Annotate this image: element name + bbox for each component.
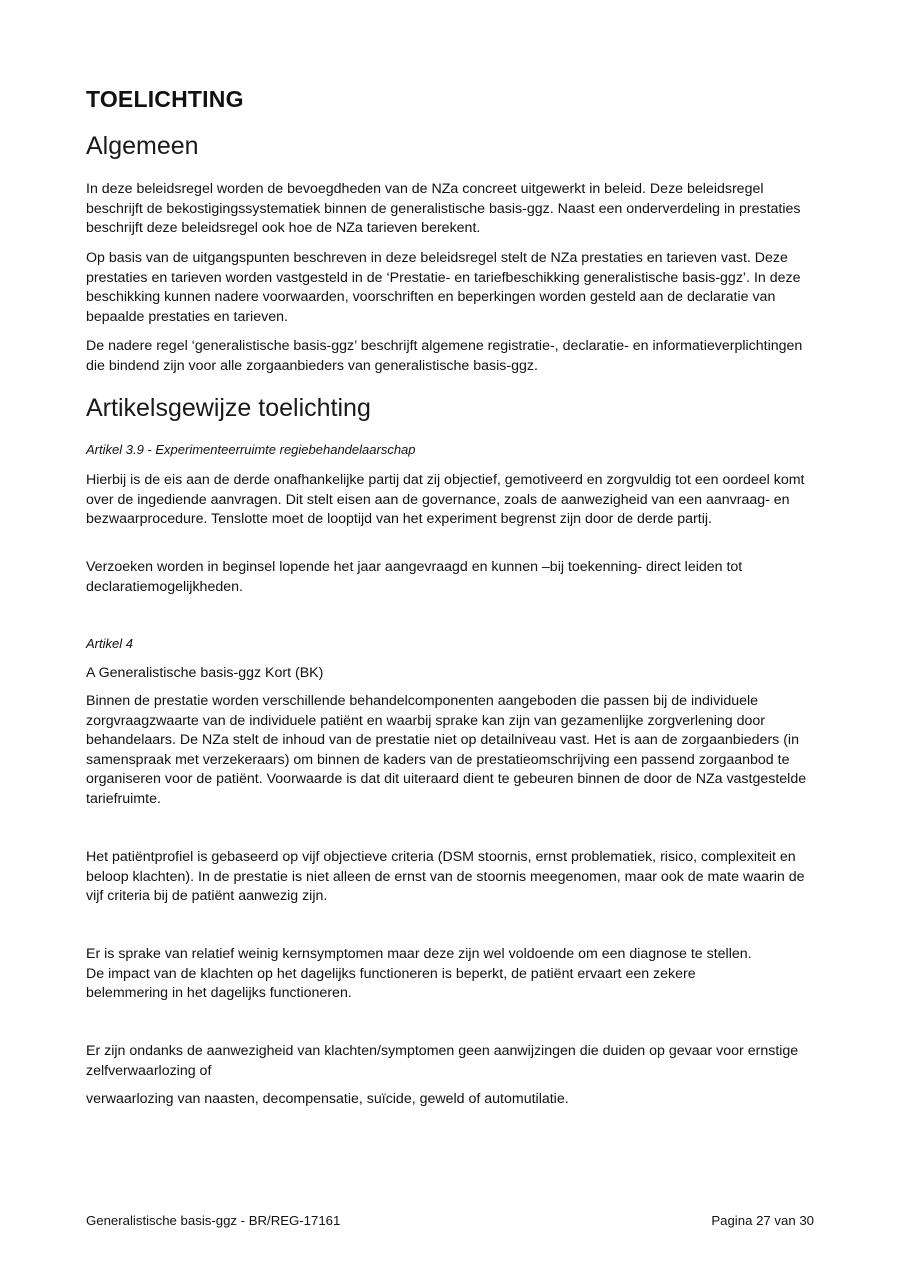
paragraph: Hierbij is de eis aan de derde onafhankelijke partij dat zij objectief, gemotiveerd en zorgvuldig tot een oordeel komt over de ingediende aanvragen. Dit stelt eisen aan de governance, zoals de aanwezigheid van een aanvraag- en bezwaarprocedure. Tenslotte moet de looptijd van het experiment begrenst zijn door de derde partij. xyxy=(86,472,805,528)
section-heading-artikelsgewijze: Artikelsgewijze toelichting xyxy=(86,394,371,422)
paragraph: De nadere regel ‘generalistische basis-ggz’ beschrijft algemene registratie-, declaratie- en informatieverplichtingen die bindend zijn voor alle zorgaanbieders van generalistische basis-ggz. xyxy=(86,338,803,374)
footer-page-number: Pagina 27 van 30 xyxy=(711,1213,814,1228)
footer-document-id: Generalistische basis-ggz - BR/REG-17161 xyxy=(86,1213,341,1228)
paragraph: Verzoeken worden in beginsel lopende het jaar aangevraagd en kunnen –bij toekenning- direct leiden tot declaratiemogelijkheden. xyxy=(86,559,743,595)
paragraph: In deze beleidsregel worden de bevoegdheden van de NZa concreet uitgewerkt in beleid. Deze beleidsregel beschrijft de bekostigingssystematiek binnen de generalistische basis-ggz. Naast een onderverdeling in prestaties beschrijft deze beleidsregel ook hoe de NZa tarieven berekent. xyxy=(86,181,801,237)
article-label: Artikel 4 xyxy=(86,636,133,651)
paragraph: Binnen de prestatie worden verschillende behandelcomponenten aangeboden die passen bij de individuele zorgvraagzwaarte van de individuele patiënt en waarbij sprake kan zijn van gezamenlijke zorgverlening door behandelaars. De NZa stelt de inhoud van de prestatie niet op detailniveau vast. Het is aan de zorgaanbieders (in samenspraak met verzekeraars) om binnen de kaders van de prestatieomschrijving een passend zorgaanbod te organiseren voor de patiënt. Voorwaarde is dat dit uiteraard dient te gebeuren binnen de door de NZa vastgestelde tariefruimte. xyxy=(86,693,807,807)
paragraph: verwaarlozing van naasten, decompensatie, suïcide, geweld of automutilatie. xyxy=(86,1091,569,1107)
paragraph: Op basis van de uitgangspunten beschreven in deze beleidsregel stelt de NZa prestaties en tarieven vast. Deze prestaties en tarieven worden vastgesteld in de ‘Prestatie- en tariefbeschikking generalistische basis-ggz’. In deze beschikking kunnen nadere voorwaarden, voorschriften en beperkingen worden gesteld aan de declaratie van bepaalde prestaties en tarieven. xyxy=(86,250,801,325)
paragraph: Er is sprake van relatief weinig kernsymptomen maar deze zijn wel voldoende om een diagnose te stellen. De impact van de klachten op het dagelijks functioneren is beperkt, de patiënt ervaart een zekere belemmering in het dagelijks functioneren. xyxy=(86,946,752,1002)
section-heading-algemeen: Algemeen xyxy=(86,132,199,160)
document-title: TOELICHTING xyxy=(86,86,244,112)
article-label: Artikel 3.9 - Experimenteerruimte regiebehandelaarschap xyxy=(86,442,416,457)
article-subheading: A Generalistische basis-ggz Kort (BK) xyxy=(86,665,324,681)
paragraph: Er zijn ondanks de aanwezigheid van klachten/symptomen geen aanwijzingen die duiden op gevaar voor ernstige zelfverwaarlozing of xyxy=(86,1043,799,1079)
paragraph: Het patiëntprofiel is gebaseerd op vijf objectieve criteria (DSM stoornis, ernst problematiek, risico, complexiteit en beloop klachten). In de prestatie is niet alleen de ernst van de stoornis meegenomen, maar ook de mate waarin de vijf criteria bij de patiënt aanwezig zijn. xyxy=(86,849,805,905)
